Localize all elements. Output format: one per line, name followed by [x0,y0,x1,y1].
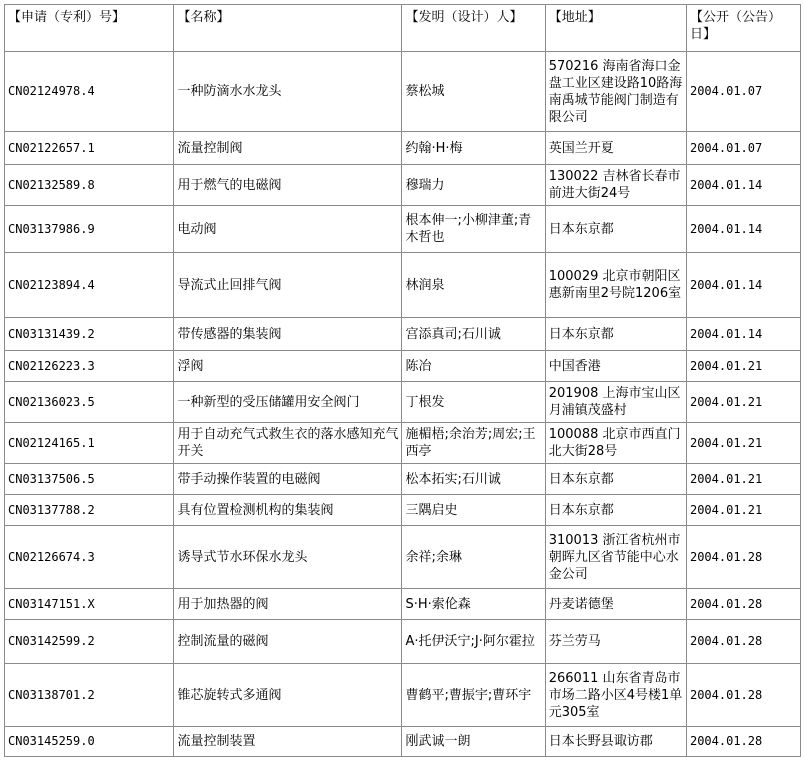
cell-publication-date: 2004.01.14 [686,318,800,351]
cell-application-number: CN02126223.3 [5,351,174,382]
cell-application-number: CN03138701.2 [5,664,174,727]
table-row [5,52,801,132]
cell-publication-date: 2004.01.14 [686,206,800,253]
cell-name: 带手动操作装置的电磁阀 [174,464,402,495]
patent-table [4,4,801,757]
cell-address: 日本长野县诹访郡 [545,727,686,757]
table-row [5,526,801,589]
cell-name: 一种防滴水水龙头 [174,52,402,132]
cell-inventor: S·H·索伦森 [402,589,545,620]
table-row [5,495,801,526]
table-row [5,464,801,495]
cell-inventor: 曹鹤平;曹振宇;曹环宇 [402,664,545,727]
cell-address: 日本东京都 [545,318,686,351]
cell-address: 570216 海南省海口金盘工业区建设路10路海南禹城节能阀门制造有限公司 [545,52,686,132]
cell-address: 日本东京都 [545,206,686,253]
cell-publication-date: 2004.01.28 [686,526,800,589]
cell-application-number: CN03137986.9 [5,206,174,253]
cell-inventor: 约翰·H·梅 [402,132,545,165]
cell-name: 流量控制阀 [174,132,402,165]
table-row [5,664,801,727]
cell-application-number: CN03142599.2 [5,620,174,664]
cell-publication-date: 2004.01.28 [686,727,800,757]
cell-application-number: CN02124165.1 [5,423,174,464]
cell-address: 英国兰开夏 [545,132,686,165]
cell-publication-date: 2004.01.21 [686,351,800,382]
cell-publication-date: 2004.01.21 [686,423,800,464]
cell-application-number: CN03145259.0 [5,727,174,757]
cell-address: 中国香港 [545,351,686,382]
cell-name: 导流式止回排气阀 [174,253,402,318]
cell-application-number: CN02132589.8 [5,165,174,206]
cell-name: 锥芯旋转式多通阀 [174,664,402,727]
cell-inventor: 三隅启史 [402,495,545,526]
cell-application-number: CN02123894.4 [5,253,174,318]
cell-address: 丹麦诺德堡 [545,589,686,620]
cell-application-number: CN02126674.3 [5,526,174,589]
cell-application-number: CN03137788.2 [5,495,174,526]
cell-address: 100029 北京市朝阳区惠新南里2号院1206室 [545,253,686,318]
cell-inventor: 蔡松城 [402,52,545,132]
cell-inventor: 施楣梧;余治芳;周宏;王西亭 [402,423,545,464]
cell-publication-date: 2004.01.07 [686,52,800,132]
cell-inventor: 宫添真司;石川诚 [402,318,545,351]
cell-inventor: 刚武诚一朗 [402,727,545,757]
table-row [5,253,801,318]
header-application-number: 【申请（专利）号】 [5,5,174,52]
cell-name: 电动阀 [174,206,402,253]
table-row [5,727,801,757]
table-row [5,589,801,620]
cell-publication-date: 2004.01.21 [686,382,800,423]
cell-name: 控制流量的磁阀 [174,620,402,664]
cell-name: 具有位置检测机构的集装阀 [174,495,402,526]
cell-address: 日本东京都 [545,464,686,495]
cell-name: 流量控制装置 [174,727,402,757]
cell-name: 一种新型的受压储罐用安全阀门 [174,382,402,423]
cell-name: 用于自动充气式救生衣的落水感知充气开关 [174,423,402,464]
cell-application-number: CN02122657.1 [5,132,174,165]
cell-publication-date: 2004.01.28 [686,589,800,620]
table-row [5,206,801,253]
cell-publication-date: 2004.01.14 [686,253,800,318]
cell-address: 日本东京都 [545,495,686,526]
table-row [5,351,801,382]
cell-publication-date: 2004.01.21 [686,495,800,526]
table-row [5,318,801,351]
header-name: 【名称】 [174,5,402,52]
cell-application-number: CN02136023.5 [5,382,174,423]
cell-inventor: 根本伸一;小柳津董;青木哲也 [402,206,545,253]
cell-application-number: CN02124978.4 [5,52,174,132]
cell-name: 浮阀 [174,351,402,382]
cell-inventor: A·托伊沃宁;J·阿尔霍拉 [402,620,545,664]
cell-publication-date: 2004.01.21 [686,464,800,495]
cell-address: 100088 北京市西直门北大街28号 [545,423,686,464]
cell-address: 130022 吉林省长春市前进大街24号 [545,165,686,206]
cell-inventor: 余祥;余琳 [402,526,545,589]
cell-inventor: 丁根发 [402,382,545,423]
cell-publication-date: 2004.01.28 [686,620,800,664]
cell-inventor: 松本拓实;石川诚 [402,464,545,495]
cell-name: 用于燃气的电磁阀 [174,165,402,206]
header-inventor: 【发明（设计）人】 [402,5,545,52]
cell-inventor: 穆瑞力 [402,165,545,206]
table-row [5,382,801,423]
cell-address: 310013 浙江省杭州市朝晖九区省节能中心水金公司 [545,526,686,589]
table-row [5,423,801,464]
header-address: 【地址】 [545,5,686,52]
table-row [5,165,801,206]
cell-name: 带传感器的集装阀 [174,318,402,351]
cell-inventor: 陈冶 [402,351,545,382]
cell-name: 诱导式节水环保水龙头 [174,526,402,589]
cell-address: 266011 山东省青岛市市场二路小区4号楼1单元305室 [545,664,686,727]
cell-address: 芬兰劳马 [545,620,686,664]
cell-name: 用于加热器的阀 [174,589,402,620]
cell-application-number: CN03147151.X [5,589,174,620]
cell-publication-date: 2004.01.28 [686,664,800,727]
table-row [5,620,801,664]
cell-address: 201908 上海市宝山区月浦镇茂盛村 [545,382,686,423]
cell-application-number: CN03131439.2 [5,318,174,351]
header-publication-date: 【公开（公告）日】 [686,5,800,52]
cell-publication-date: 2004.01.07 [686,132,800,165]
cell-inventor: 林润泉 [402,253,545,318]
cell-publication-date: 2004.01.14 [686,165,800,206]
header-row [5,5,801,52]
cell-application-number: CN03137506.5 [5,464,174,495]
table-row [5,132,801,165]
